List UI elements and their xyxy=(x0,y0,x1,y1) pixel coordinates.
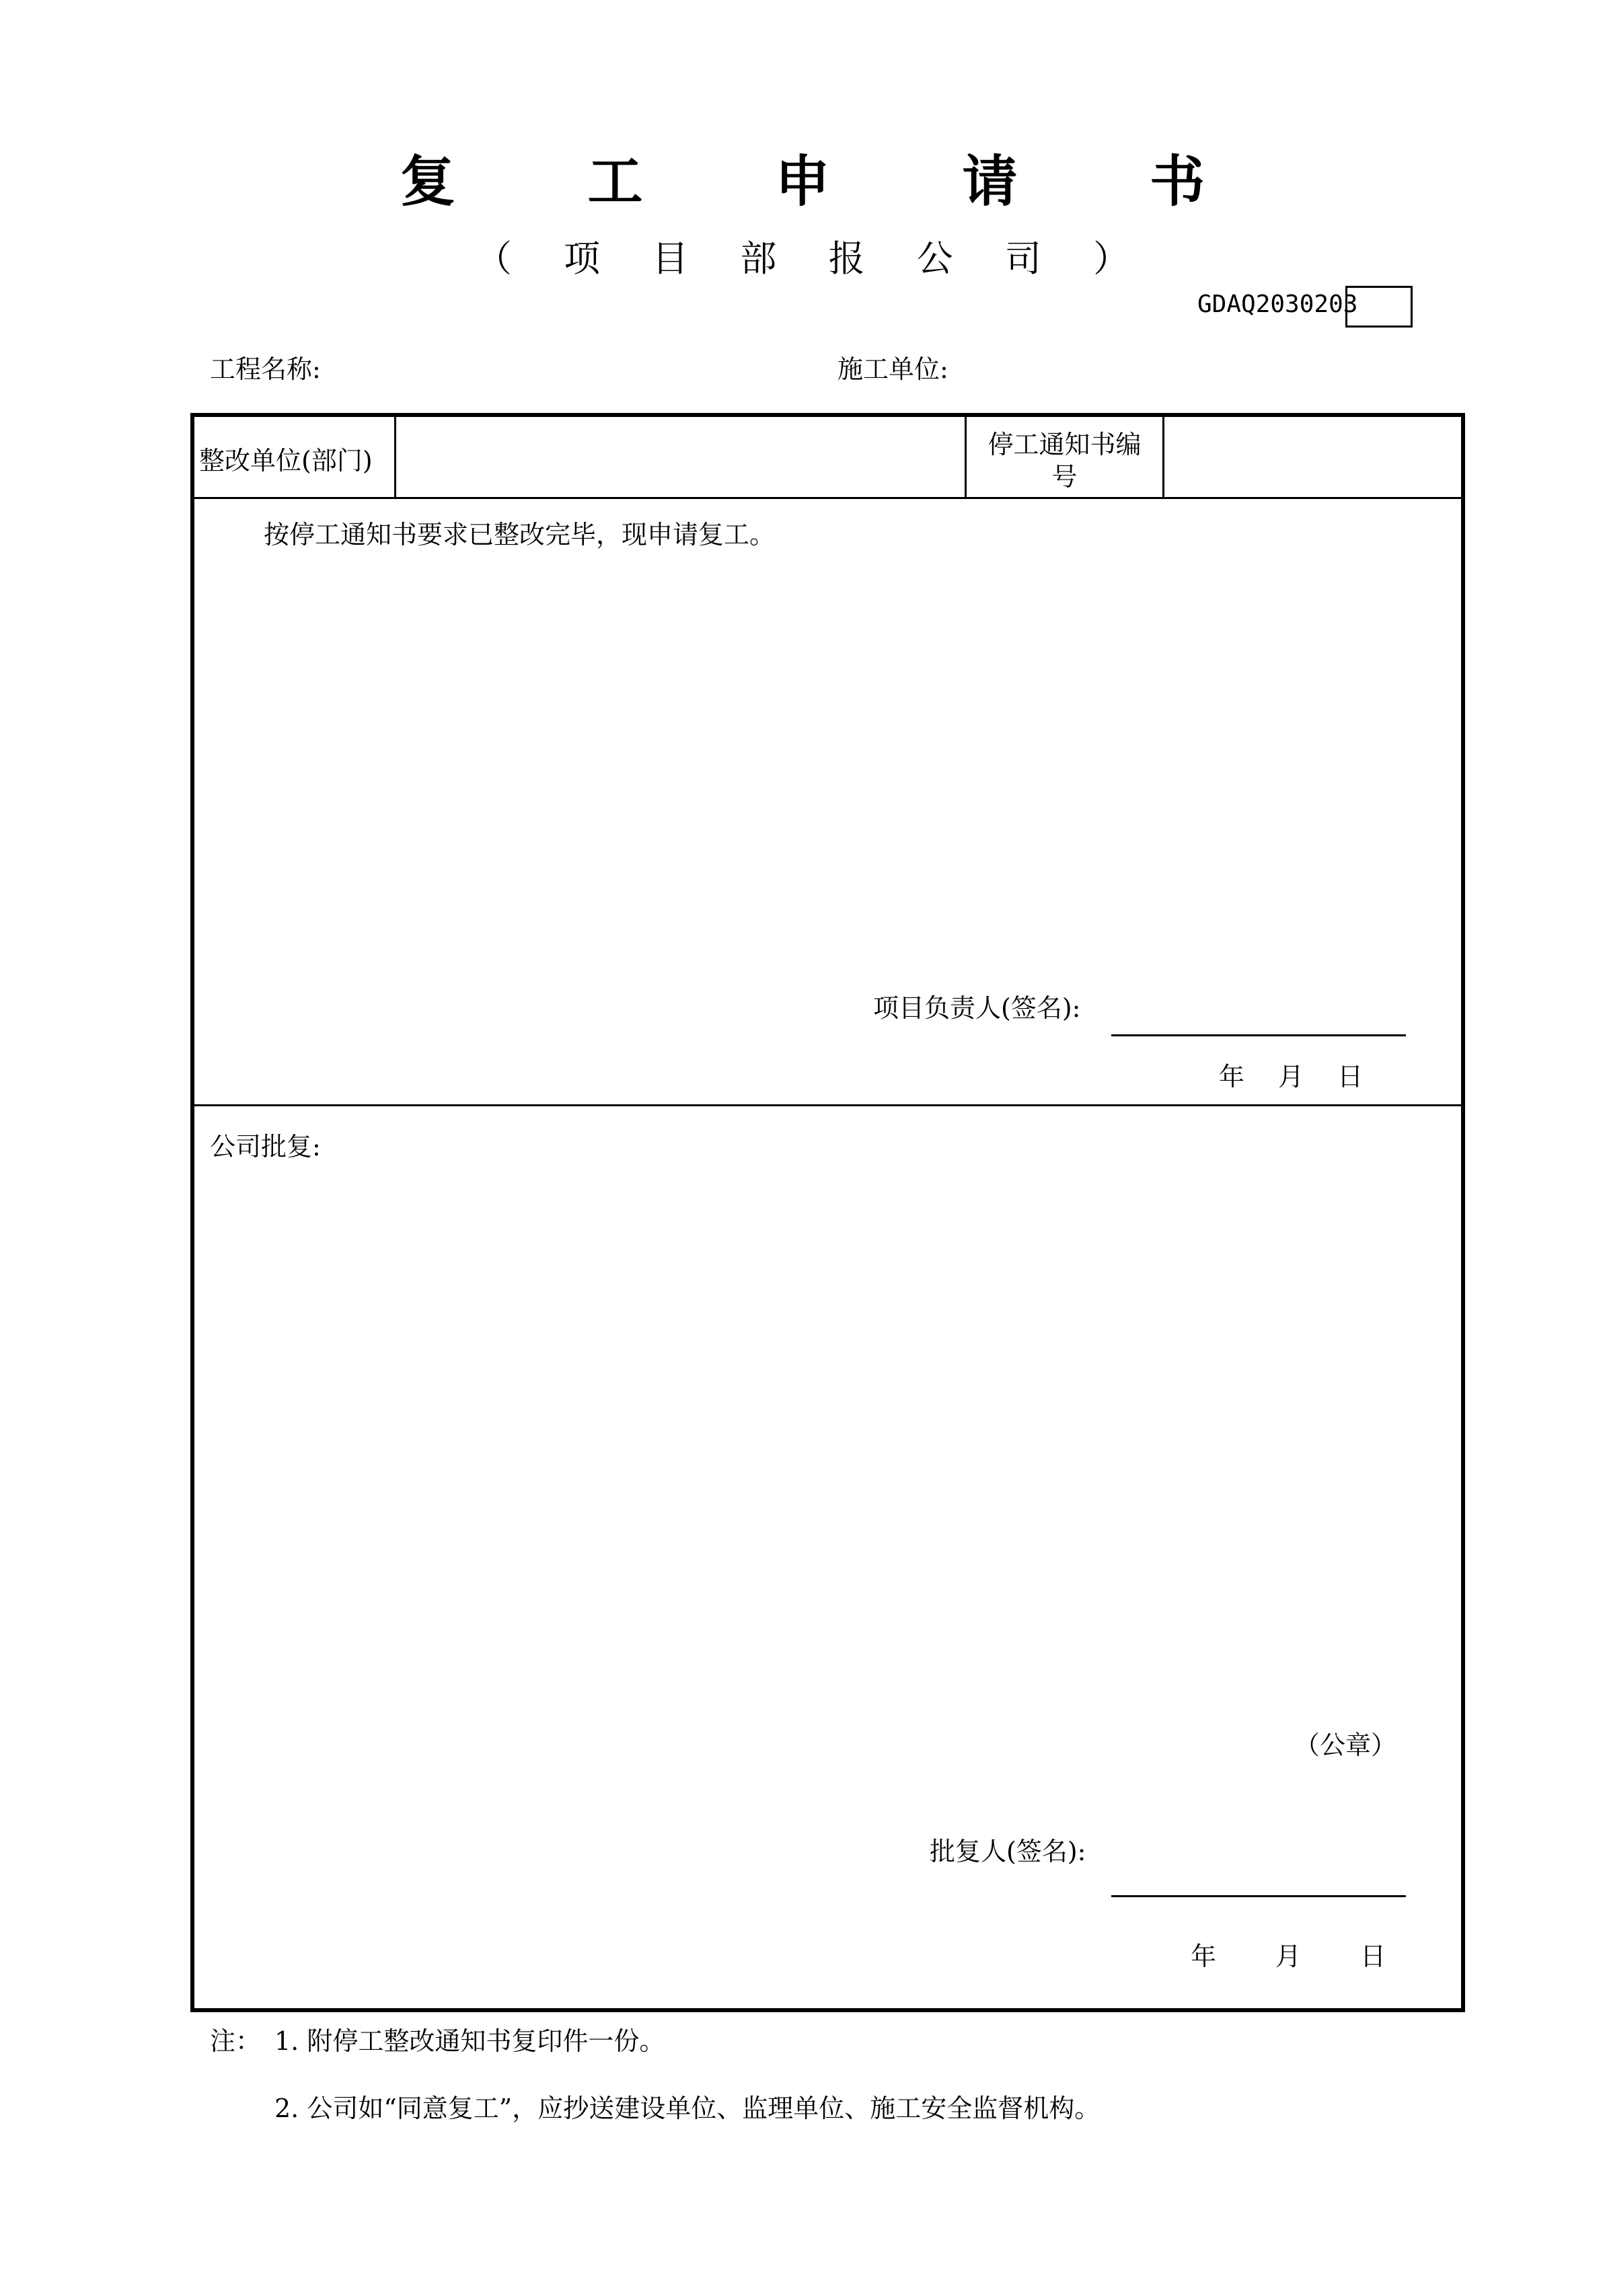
date-top: 年 月 日 xyxy=(1219,1062,1364,1092)
seal-label: （公章） xyxy=(1294,1730,1397,1760)
project-leader-sign-label: 项目负责人(签名): xyxy=(873,993,1081,1023)
resume-statement: 按停工通知书要求已整改完毕，现申请复工。 xyxy=(264,520,776,549)
notice-number-field[interactable] xyxy=(1166,417,1461,495)
note-2: 2. 公司如“同意复工”，应抄送建设单位、监理单位、施工安全监督机构。 xyxy=(274,2094,1100,2123)
project-leader-signature-line[interactable] xyxy=(1111,1034,1406,1036)
date-bottom: 年 月 日 xyxy=(1191,1942,1386,1971)
form-code-suffix-field[interactable] xyxy=(1345,286,1413,328)
approver-sign-label: 批复人(签名): xyxy=(930,1837,1086,1866)
note-1: 1. 附停工整改通知书复印件一份。 xyxy=(274,2026,665,2056)
page-subtitle: （ 项 目 部 报 公 司 ） xyxy=(475,237,1150,280)
rectify-unit-label: 整改单位(部门) xyxy=(199,446,373,475)
column-divider xyxy=(965,413,967,499)
company-approval-field[interactable] xyxy=(202,1163,1453,1688)
column-divider xyxy=(1162,413,1164,499)
row-divider xyxy=(190,1104,1465,1106)
page-title: 复 工 申 请 书 xyxy=(400,150,1262,214)
notice-no-label-line1: 停工通知书编 xyxy=(987,430,1142,459)
rectify-unit-field[interactable] xyxy=(398,417,962,495)
project-name-label: 工程名称: xyxy=(210,354,321,384)
form-code: GDAQ2030203 xyxy=(1197,291,1358,318)
row-divider xyxy=(190,497,1465,499)
notice-no-label-line2: 号 xyxy=(1051,462,1078,492)
column-divider xyxy=(394,413,396,499)
company-approval-label: 公司批复: xyxy=(210,1132,321,1161)
approver-signature-line[interactable] xyxy=(1111,1895,1406,1897)
construction-unit-label: 施工单位: xyxy=(837,354,948,384)
notes-prefix: 注： xyxy=(210,2026,262,2056)
